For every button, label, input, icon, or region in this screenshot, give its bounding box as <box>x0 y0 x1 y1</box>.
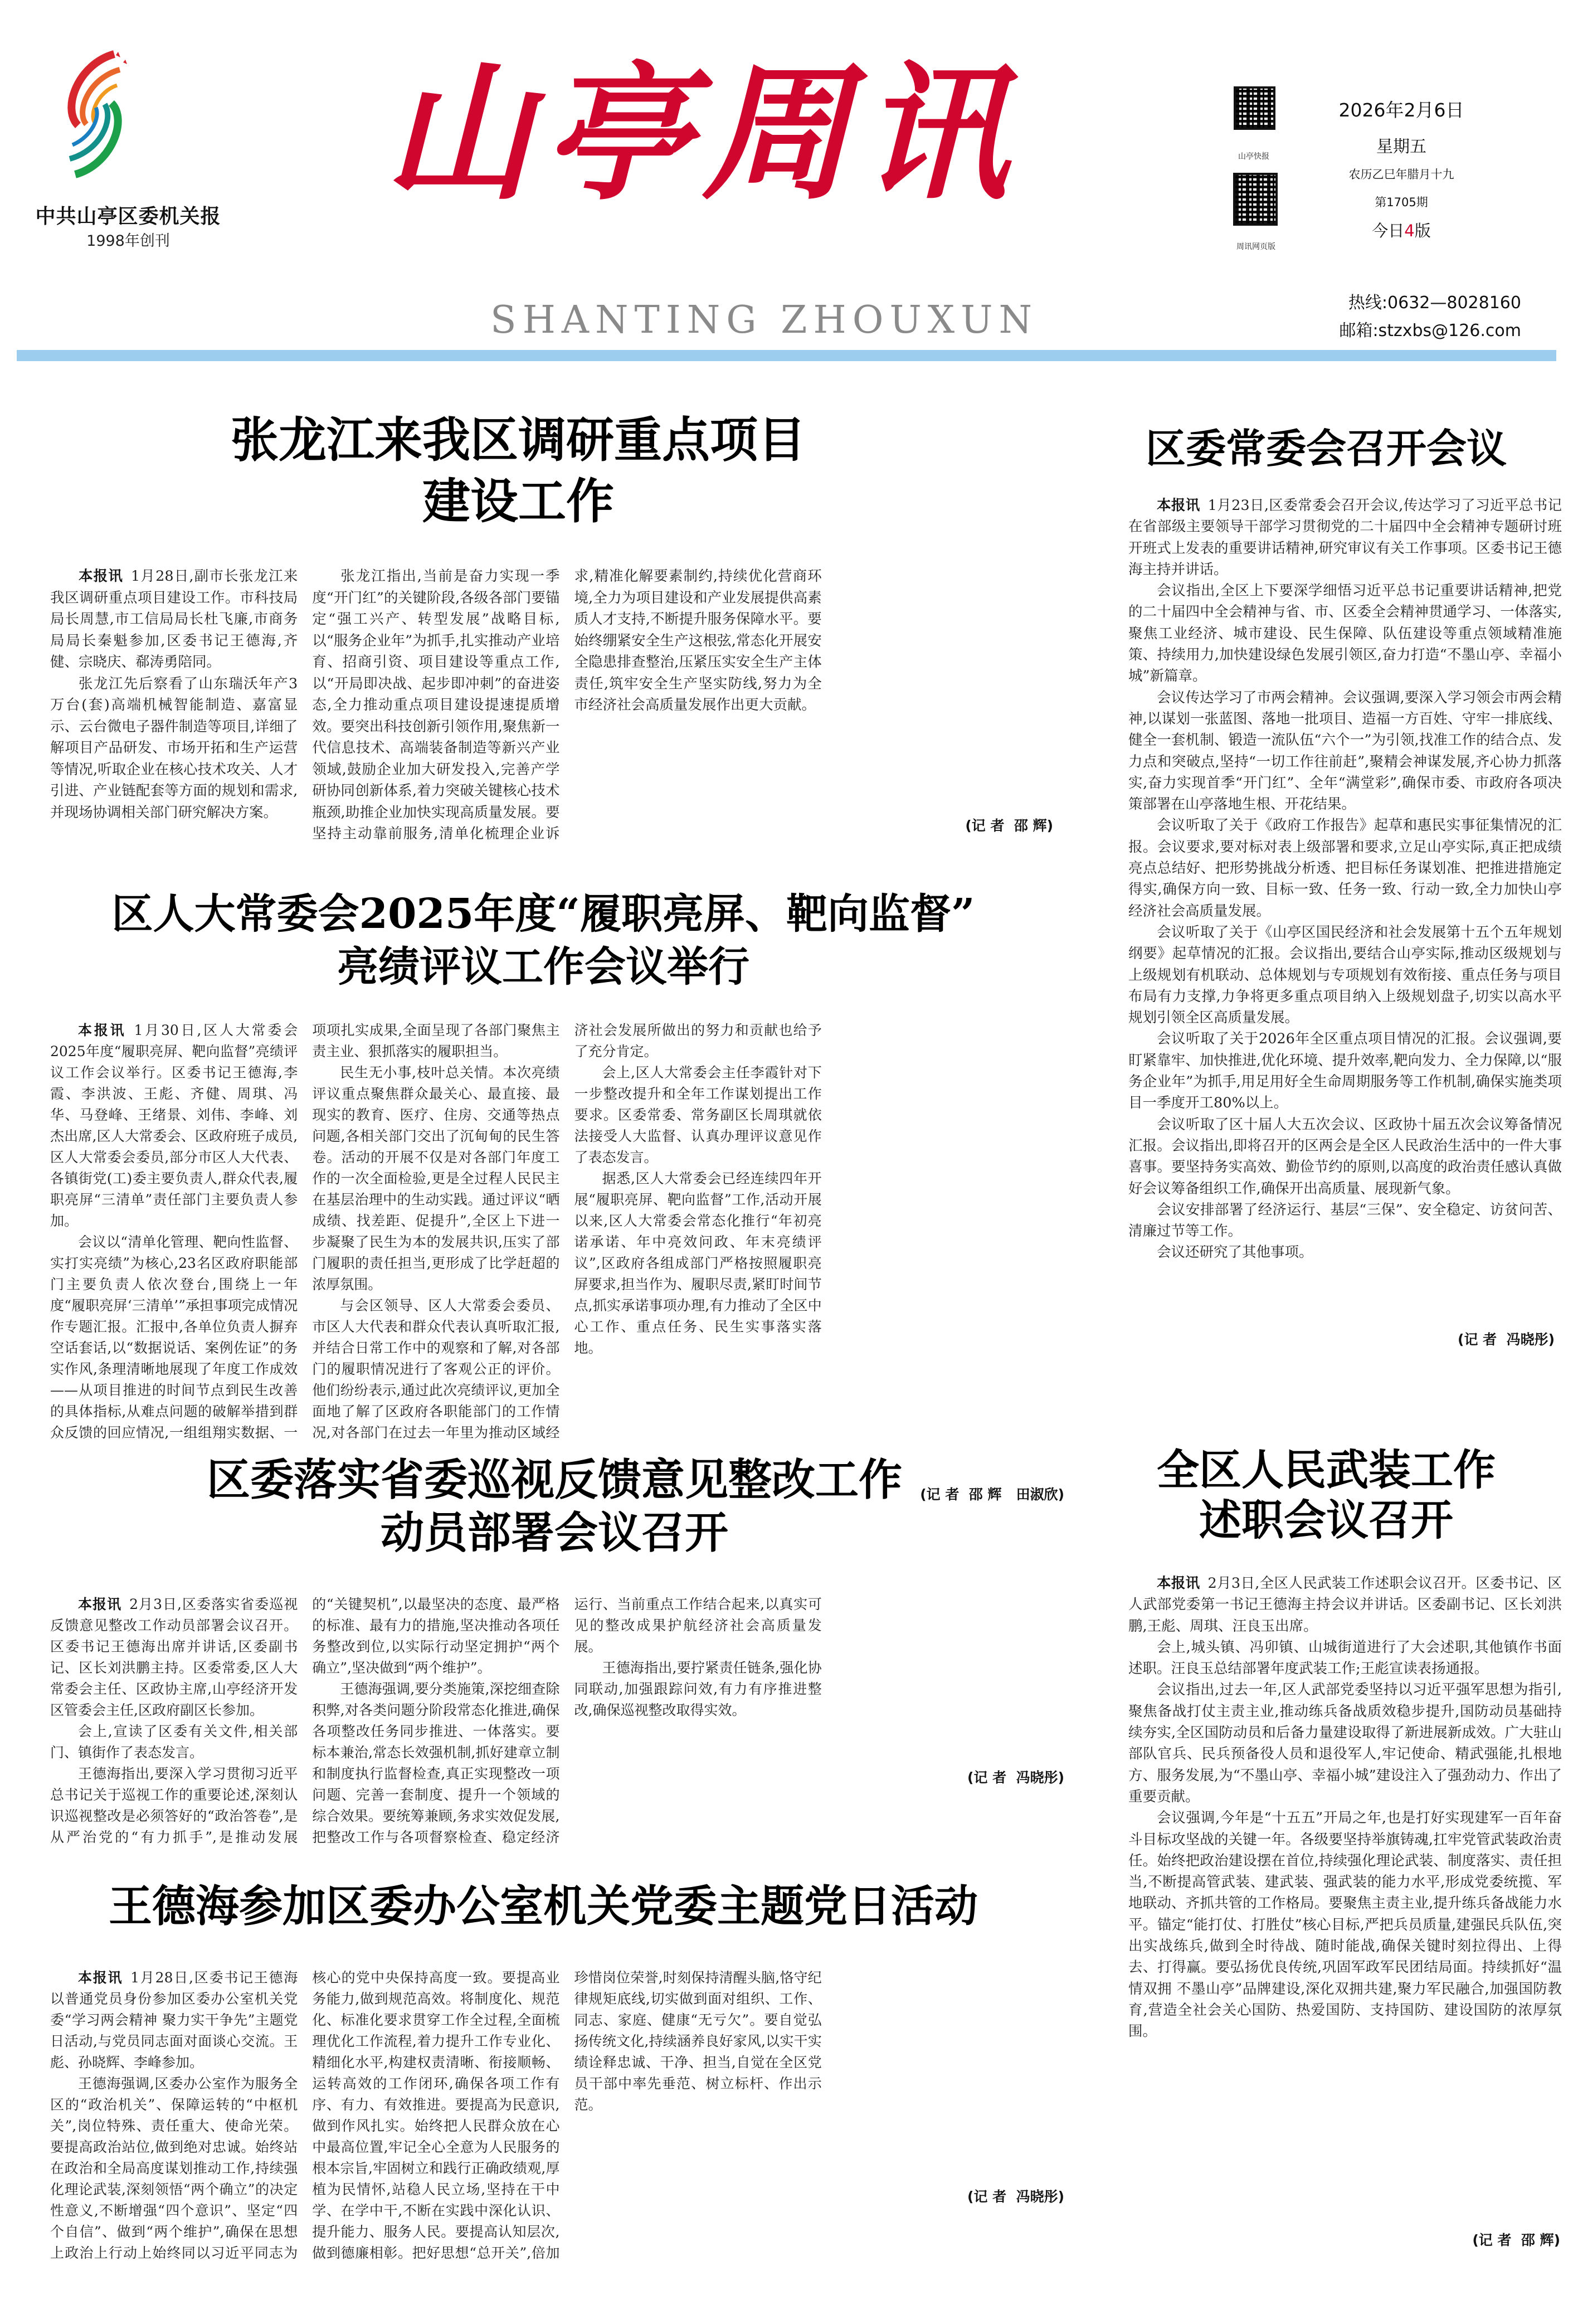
article-headline: 王德海参加区委办公室机关党委主题党日活动 <box>108 1881 978 1932</box>
article-headline: 建设工作 <box>422 473 614 529</box>
paragraph: 会议强调,今年是“十五五”开局之年,也是打好实现建军一百年奋斗目标攻坚战的关键一年。各级要坚持举旗铸魂,扛牢党管武装政治责任。始终把政治建设摆在首位,持续强化理论武装、制度落实、责任担当,不断提高管武装、建武装、强武装的能力水平,形成党委统揽、军地联动、齐抓共管的工作格局。要聚焦主责主业,提升练兵备战能力水平。锚定“能打仗、打胜仗”核心目标,严把兵员质量,建强民兵队伍,突出实战练兵,做到全时待战、随时能战,确保关键时刻拉得出、上得去、打得赢。要弘扬优良传统,巩固军政军民团结局面。持续抓好“温情双拥 不墨山亭”品牌建设,深化双拥共建,聚力军民融合,加强国防教育,营造全社会关心国防、热爱国防、支持国防、建设国防的浓厚氛围。 <box>1128 1810 1562 2040</box>
newspaper-title-pinyin: SHANTING ZHOUXUN <box>490 298 1038 342</box>
page-count-prefix: 今日 <box>1372 221 1405 240</box>
hotline: 热线:0632—8028160 <box>1348 293 1521 313</box>
paragraph: 会议听取了关于《政府工作报告》起草和惠民实事征集情况的汇报。会议要求,要对标对表上级部署和要求,立足山亭实际,真正把成绩亮点总结好、把形势挑战分析透、把目标任务谋划准、把推进措施定得实,确保方向一致、目标一致、任务一致、行动一致,全力加快山亭经济社会高质量发展。 <box>1128 817 1562 920</box>
paragraph: 会议听取了关于2026年全区重点项目情况的汇报。会议强调,要盯紧靠牢、加快推进,优化环境、提升效率,靶向发力、全力保障,以“服务企业年”为抓手,用足用好全生命周期服务等工作机制,确保实施类项目一季度开工80%以上。 <box>1128 1030 1562 1112</box>
page-count <box>1321 218 1482 241</box>
paragraph: 民生无小事,枝叶总关情。本次亮绩评议重点聚焦群众最关心、最直接、最现实的教育、医疗、住房、交通等热点问题,各相关部门交出了沉甸甸的民生答卷。活动的开展不仅是对各部门年度工作的一次全面检验,更是全过程人民民主在基层治理中的生动实践。通过评议“晒成绩、找差距、促提升”,全区上下进一步凝聚了民生为本的发展共识,压实了部门履职的责任担当,更形成了比学赶超的浓厚氛围。 <box>312 1064 560 1292</box>
paragraph: 2月3日,区委落实省委巡视反馈意见整改工作动员部署会议召开。区委书记王德海出席并讲话,区委副书记、区长刘洪鹏主持。区委常委,区人大常委会主任、区政协主席,山亭经济开发区管委会主任,区政府副区长参加。 <box>50 1596 298 1718</box>
page-count-number: 4 <box>1404 221 1415 240</box>
paragraph: 1月28日,副市长张龙江来我区调研重点项目建设工作。市科技局局长周慧,市工信局局长杜飞廉,市商务局局长秦魁参加,区委书记王德海,齐健、宗晓庆、郗涛勇陪同。 <box>50 568 298 670</box>
article-headline: 动员部署会议召开 <box>380 1508 728 1558</box>
issue-number: 第1705期 <box>1375 196 1428 209</box>
article-headline: 区人大常委会2025年度“履职亮屏、靶向监督” <box>111 890 975 938</box>
paragraph: 1月23日,区委常委会召开会议,传达学习了习近平总书记在省部级主要领导干部学习贯彻党的二十届四中全会精神专题研讨班开班式上发表的重要讲话精神,研究审议有关工作事项。区委书记王德海主持并讲话。 <box>1128 497 1562 578</box>
byline: (记 者 邵 辉 田淑欣) <box>920 1486 1064 1503</box>
paragraph: 会议听取了区十届人大五次会议、区政协十届五次会议筹备情况汇报。会议指出,即将召开的区两会是全区人民政治生活中的一件大事喜事。要坚持务实高效、勤俭节约的原则,以高度的政治责任感认真做好会议筹备组织工作,确保开出高质量、展现新气象。 <box>1128 1116 1562 1197</box>
newspaper-logo-emblem <box>56 47 134 181</box>
paragraph: 据悉,区人大常委会已经连续四年开展“履职亮屏、靶向监督”工作,活动开展以来,区人大常委会常态化推行“年初亮诺承诺、年中亮效问政、年末亮绩评议”,区政府各组成部门严格按照履职亮屏要求,担当作为、履职尽责,紧盯时间节点,抓实承诺事项办理,有力推动了全区中心工作、重点任务、民生实事落实落地。 <box>574 1170 822 1356</box>
article-body <box>50 1967 1084 2263</box>
article-headline: 区委落实省委巡视反馈意见整改工作 <box>206 1455 902 1505</box>
article-headline: 亮绩评议工作会议举行 <box>337 943 749 991</box>
paragraph: 会议以“清单化管理、靶向性监督、实打实亮绩”为核心,23名区政府职能部门主要负责人依次登台,围绕上一年度“履职亮屏‘三清单’”承担事项完成情况作专题汇报。汇报中,各单位负责人摒弃空话套话,以“数据说话、案例佐证”的务实作风,条理清晰地展现了年度工作成效——从项目推进的时间节点到民生改善的具体指标,从难点问题的破解举措到群众反馈的回应情况,一组组翔实数据、一项项扎实成果,全面呈现了各部门聚焦主责主业、狠抓落实的履职担当。 <box>50 1022 560 1441</box>
news-tag: 本报讯 <box>1157 497 1200 514</box>
paragraph: 与会区领导、区人大常委会委员、市区人大代表和群众代表认真听取汇报,并结合日常工作中的观察和了解,对各部门的履职情况进行了客观公正的评价。他们纷纷表示,通过此次亮绩评议,更加全面地了解了区政府各职能部门的工作情况,对各部门在过去一年里为推动区域经济社会发展所做出的努力和贡献也给予了充分肯定。 <box>312 1022 822 1441</box>
byline: (记 者 冯晓彤) <box>1458 1331 1555 1348</box>
issue-weekday: 星期五 <box>1376 137 1426 157</box>
paragraph: 会议指出,全区上下要深学细悟习近平总书记重要讲话精神,把党的二十届四中全会精神与省、市、区委全会精神贯通学习、一体落实,聚焦工业经济、城市建设、民生保障、队伍建设等重点领域精准施策、持续用力,加快建设绿色发展引领区,奋力打造“不墨山亭、幸福小城”新篇章。 <box>1128 582 1562 685</box>
paragraph: 张龙江指出,当前是奋力实现一季度“开门红”的关键阶段,各级各部门要锚定“强工兴产、转型发展”战略目标,以“服务企业年”为抓手,扎实推动产业培育、招商引资、项目建设等重点工作,以“开局即决战、起步即冲刺”的奋进姿态,全力推动重点项目建设提速提质增效。要突出科技创新引领作用,聚焦新一代信息技术、高端装备制造等新兴产业领域,鼓励企业加大研发投入,完善产学研协同创新体系,着力突破关键核心技术瓶颈,助推企业加快实现高质量发展。要坚持主动靠前服务,清单化梳理企业诉求,精准化解要素制约,持续优化营商环境,全力为项目建设和产业发展提供高素质人才支持,不断提升服务保障水平。要始终绷紧安全生产这根弦,常态化开展安全隐患排查整治,压紧压实安全生产主体责任,筑牢安全生产坚实防线,努力为全市经济社会高质量发展作出更大贡献。 <box>312 568 822 842</box>
news-tag: 本报讯 <box>78 1022 126 1038</box>
paragraph: 会议还研究了其他事项。 <box>1157 1244 1313 1261</box>
paragraph: 1月28日,区委书记王德海以普通党员身份参加区委办公室机关党委“学习两会精神 聚力实干争先”主题党日活动,与党员同志面对面谈心交流。王彪、孙晓辉、李峰参加。 <box>50 1970 298 2070</box>
news-tag: 本报讯 <box>78 1596 122 1612</box>
email: 邮箱:stzxbs@126.com <box>1339 321 1521 341</box>
qr-code-icon <box>1233 173 1278 226</box>
article-headline: 区委常委会召开会议 <box>1145 425 1507 472</box>
news-tag: 本报讯 <box>78 1970 123 1986</box>
qr-code-icon <box>1234 86 1275 130</box>
article-headline: 全区人民武装工作 <box>1157 1445 1496 1495</box>
paragraph: 王德海强调,要分类施策,深挖细查除积弊,对各类问题分阶段常态化推进,确保各项整改任务同步推进、一体落实。要标本兼治,常态长效强机制,抓好建章立制和制度执行监督检查,真正实现整改一项问题、完善一套制度、提升一个领域的综合效果。要统筹兼顾,务求实效促发展,把整改工作与各项督察检查、稳定经济运行、当前重点工作结合起来,以真实可见的整改成果护航经济社会高质量发展。 <box>312 1596 822 1845</box>
byline: (记 者 邵 辉) <box>965 818 1053 834</box>
paragraph: 王德海指出,要拧紧责任链条,强化协同联动,加强跟踪问效,有力有序推进整改,确保巡视整改取得实效。 <box>574 1660 822 1718</box>
paragraph: 王德海指出,要深入学习贯彻习近平总书记关于巡视工作的重要论述,深刻认识巡视整改是必须答好的“政治答卷”,是从严治党的“有力抓手”,是推动发展的“关键契机”,以最坚决的态度、最严格的标准、最有力的措施,坚决推动各项任务整改到位,以实际行动坚定拥护“两个确立”,坚决做到“两个维护”。 <box>50 1596 560 1845</box>
paragraph: 会议指出,过去一年,区人武部党委坚持以习近平强军思想为指引,聚焦备战打仗主责主业,推动练兵备战质效稳步提升,国防动员基础持续夯实,全区国防动员和后备力量建设取得了新进展新成效。广大驻山部队官兵、民兵预备役人员和退役军人,牢记使命、精武强能,扎根地方、服务发展,为“不墨山亭、幸福小城”建设注入了强劲动力、作出了重要贡献。 <box>1128 1681 1562 1805</box>
paragraph: 会议安排部署了经济运行、基层“三保”、安全稳定、访贫问苦、清廉过节等工作。 <box>1128 1201 1562 1240</box>
qr-label: 山亭快报 <box>1238 152 1269 161</box>
article-headline: 述职会议召开 <box>1199 1495 1453 1545</box>
newspaper-title-logo: 山亭周讯 <box>384 47 1020 220</box>
paragraph: 会议传达学习了市两会精神。会议强调,要深入学习领会市两会精神,以谋划一张蓝图、落地一批项目、造福一方百姓、守牢一排底线、健全一套机制、锻造一流队伍“六个一”为引领,找准工作的结合点、发力点和突破点,坚持“一切工作往前赶”,聚精会神谋发展,齐心协力抓落实,奋力实现首季“开门红”、全年“满堂彩”,确保市委、市政府各项决策部署在山亭落地生根、开花结果。 <box>1128 689 1562 813</box>
article-body <box>1128 1573 1562 2225</box>
qr-label: 周讯网页版 <box>1236 242 1275 251</box>
masthead-divider <box>17 350 1556 361</box>
paragraph: 张龙江先后察看了山东瑞沃年产3万台(套)高端机械智能制造、嘉富显示、云台微电子器件制造等项目,详细了解项目产品研发、市场开拓和生产运营等情况,听取企业在核心技术攻关、人才引进、产业链配套等方面的规划和需求,并现场协调相关部门研究解决方案。 <box>50 675 298 821</box>
lunar-date: 农历乙巳年腊月十九 <box>1348 168 1454 181</box>
byline: (记 者 邵 辉) <box>1472 2232 1560 2248</box>
issue-date: 2026年2月6日 <box>1338 99 1464 121</box>
news-tag: 本报讯 <box>79 568 124 585</box>
article-body <box>1128 495 1562 1325</box>
page-count-suffix: 版 <box>1414 221 1431 240</box>
paragraph: 1月30日,区人大常委会2025年度“履职亮屏、靶向监督”亮绩评议工作会议举行。区委书记王德海,李霞、李洪波、王彪、齐健、周琪、冯华、马登峰、王绪景、刘伟、李峰、刘杰出席,区人大常委会、区政府班子成员,区人大常委会委员,部分市区人大代表、各镇街党(工)委主要负责人,群众代表,履职亮屏“三清单”责任部门主要负责人参加。 <box>50 1022 298 1229</box>
paragraph: 会上,宣读了区委有关文件,相关部门、镇街作了表态发言。 <box>50 1723 298 1761</box>
news-tag: 本报讯 <box>1157 1575 1200 1592</box>
paragraph: 会议听取了关于《山亭区国民经济和社会发展第十五个五年规划纲要》起草情况的汇报。会议指出,要结合山亭实际,推动区级规划与上级规划有机联动、总体规划与专项规划有效衔接、重点任务与项目布局有力支撑,力争将更多重点项目纳入上级规划盘子,切实以高水平规划引领全区高质量发展。 <box>1128 923 1562 1027</box>
byline: (记 者 冯晓彤) <box>967 2189 1064 2205</box>
publisher-name: 中共山亭区委机关报 <box>35 205 221 228</box>
article-body <box>50 1594 1084 1845</box>
paragraph: 王德海强调,区委办公室作为服务全区的“政治机关”、保障运转的“中枢机关”,岗位特殊、责任重大、使命光荣。要提高政治站位,做到绝对忠诚。始终站在政治和全局高度谋划推动工作,持续强化理论武装,深刻领悟“两个确立”的决定性意义,不断增强“四个意识”、坚定“四个自信”、做到“两个维护”,确保在思想上政治上行动上始终同以习近平同志为核心的党中央保持高度一致。要提高业务能力,做到规范高效。将制度化、规范化、标准化要求贯穿工作全过程,全面梳理优化工作流程,着力提升工作专业化、精细化水平,构建权责清晰、衔接顺畅、运转高效的工作闭环,确保各项工作有序、有力、有效推进。要提高为民意识,做到作风扎实。始终把人民群众放在心中最高位置,牢记全心全意为人民服务的根本宗旨,牢固树立和践行正确政绩观,厚植为民情怀,站稳人民立场,坚持在干中学、在学中干,不断在实践中深化认识、提升能力、服务人民。要提高认知层次,做到德廉相彰。把好思想“总开关”,倍加珍惜岗位荣誉,时刻保持清醒头脑,恪守纪律规矩底线,切实做到面对组织、工作、同志、家庭、健康“无亏欠”。要自觉弘扬传统文化,持续涵养良好家风,以实干实绩诠释忠诚、干净、担当,自觉在全区党员干部中率先垂范、树立标杆、作出示范。 <box>50 1970 822 2261</box>
article-headline: 张龙江来我区调研重点项目 <box>231 412 806 468</box>
article-body <box>50 1020 1084 1441</box>
paragraph: 2月3日,全区人民武装工作述职会议召开。区委书记、区人武部党委第一书记王德海主持会议并讲话。区委副书记、区长刘洪鹏,王彪、周琪、汪良玉出席。 <box>1128 1575 1562 1635</box>
founded-year: 1998年创刊 <box>86 232 170 250</box>
paragraph: 会上,区人大常委会主任李霞针对下一步整改提升和全年工作谋划提出工作要求。区委常委、常务副区长周琪就依法接受人大监督、认真办理评议意见作了表态发言。 <box>574 1064 822 1165</box>
byline: (记 者 冯晓彤) <box>967 1769 1064 1786</box>
paragraph: 会上,城头镇、冯卯镇、山城街道进行了大会述职,其他镇作书面述职。汪良玉总结部署年度武装工作;王彪宣读表扬通报。 <box>1128 1639 1562 1678</box>
